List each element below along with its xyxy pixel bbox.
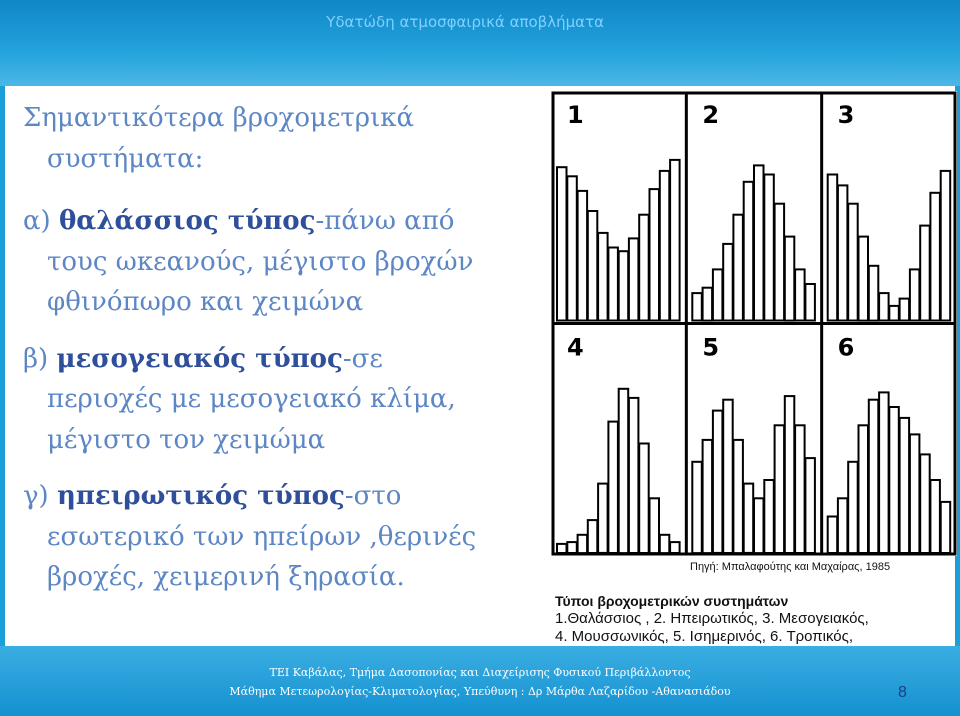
rainfall-bar	[578, 535, 588, 553]
rainfall-bar	[744, 484, 754, 553]
rainfall-bar	[567, 542, 577, 553]
rainfall-bar	[785, 396, 795, 553]
panel-label: 5	[702, 333, 720, 362]
rainfall-bar	[650, 189, 660, 320]
rainfall-bar	[848, 462, 858, 553]
type-c-line-3: βροχές, χειμερινή ξηρασία.	[47, 562, 405, 592]
type-a-prefix: α)	[23, 206, 59, 236]
rainfall-bar	[785, 237, 795, 321]
rainfall-bar	[744, 182, 754, 321]
intro-line-1: Σημαντικότερα βροχομετρικά	[23, 103, 415, 133]
type-a-line-2: τους ωκεανούς, μέγιστο βροχών	[47, 246, 474, 277]
footer-background	[0, 646, 960, 716]
rainfall-bar	[578, 191, 588, 321]
figure-source: Πηγή: Μπαλαφούτης και Μαχαίρας, 1985	[690, 561, 891, 573]
rainfall-bar	[598, 233, 608, 321]
type-a-rest: -πάνω από	[315, 206, 455, 236]
type-c-line-2: εσωτερικό των ηπείρων ,θερινές	[47, 521, 477, 552]
rainfall-bar	[567, 176, 577, 320]
rainfall-bar	[941, 502, 951, 553]
rainfall-bar	[619, 251, 629, 320]
rainfall-bar	[713, 269, 723, 320]
rainfall-bar	[805, 458, 815, 553]
rainfall-bar	[723, 244, 733, 321]
rainfall-bar	[764, 175, 774, 321]
rainfall-bar	[859, 425, 869, 553]
rainfall-bar	[723, 400, 733, 553]
rainfall-bar	[754, 498, 764, 553]
rainfall-bar	[848, 204, 858, 321]
rainfall-bar	[754, 165, 764, 320]
rainfall-bar	[670, 542, 680, 553]
rainfall-bar	[703, 440, 713, 553]
slide-number: 8	[898, 684, 907, 701]
rainfall-bar	[733, 215, 743, 321]
rainfall-bar	[930, 193, 940, 321]
rainfall-bar	[930, 480, 940, 553]
panel-label: 2	[702, 101, 720, 129]
rainfall-bar	[795, 425, 805, 553]
rainfall-bar	[629, 238, 639, 320]
rainfall-bar	[588, 520, 598, 553]
type-a-line-3: φθινόπωρο και χειμώνα	[47, 287, 364, 317]
figure-caption	[555, 592, 955, 646]
type-a-paragraph	[23, 201, 543, 323]
rainfall-bar	[650, 498, 660, 553]
rainfall-bar	[713, 411, 723, 553]
type-b-rest: -σε	[342, 343, 383, 374]
type-b-line-3: μέγιστο τον χειμώμα	[47, 424, 326, 455]
rainfall-bar	[692, 293, 702, 320]
type-c-keyword: ηπειρωτικός τύπος	[56, 481, 345, 511]
rainfall-bar	[733, 440, 743, 553]
type-c-rest: -στο	[344, 481, 402, 511]
panel-label: 3	[837, 101, 855, 129]
rainfall-bar	[828, 175, 838, 321]
caption-line-2: 4. Μουσσωνικός, 5. Ισημερινός, 6. Τροπικός,	[555, 628, 854, 645]
rainfall-bar	[557, 167, 567, 320]
rainfall-bar	[838, 185, 848, 320]
panel-label: 1	[567, 101, 584, 129]
rainfall-bar	[869, 400, 879, 553]
rainfall-bar	[660, 171, 670, 321]
rainfall-bar	[692, 462, 702, 553]
rainfall-bar	[910, 434, 920, 553]
rainfall-bar	[775, 204, 785, 321]
rainfall-bar	[889, 306, 899, 321]
type-b-paragraph	[23, 339, 543, 461]
rainfall-bar	[598, 484, 608, 553]
rainfall-bar	[838, 498, 848, 553]
type-c-paragraph	[23, 476, 543, 598]
rainfall-bar	[900, 299, 910, 321]
caption-title: Τύποι βροχομετρικών συστημάτων	[555, 593, 789, 609]
rainfall-bar	[608, 248, 618, 321]
rainfall-bar	[869, 266, 879, 321]
type-b-prefix: β)	[23, 343, 57, 374]
rainfall-bar	[859, 237, 869, 321]
rainfall-bar	[795, 269, 805, 320]
header-title: Υδατώδη ατμοσφαιρικά αποβλήματα	[326, 13, 604, 31]
intro-text	[23, 98, 543, 179]
footer-institution: ΤΕΙ Καβάλας, Τμήμα Δασοπονίας και Διαχείρισης Φυσικού Περιβάλλοντος	[269, 666, 691, 679]
rainfall-bar	[879, 392, 889, 553]
rainfall-bar	[828, 517, 838, 554]
rainfall-bar	[660, 535, 670, 553]
rainfall-bar	[670, 160, 680, 321]
panel-label: 6	[837, 333, 855, 362]
footer-course: Μάθημα Μετεωρολογίας-Κλιματολογίας, Υπεύθυνη : Δρ Μάρθα Λαζαρίδου -Αθανασιάδου	[229, 685, 731, 698]
main-text	[23, 98, 543, 598]
rainfall-bar	[588, 211, 598, 321]
panel-label: 4	[567, 333, 584, 362]
rainfall-bar	[703, 288, 713, 321]
caption-line-1: 1.Θαλάσσιος , 2. Ηπειρωτικός, 3. Μεσογειακός,	[555, 610, 869, 627]
rainfall-bar	[910, 269, 920, 320]
type-c-prefix: γ)	[23, 481, 57, 511]
rainfall-bar	[941, 171, 951, 321]
rainfall-bar	[920, 454, 930, 553]
rainfall-bar	[639, 444, 649, 554]
rainfall-regime-figure	[551, 91, 957, 556]
rainfall-bar	[889, 407, 899, 553]
rainfall-bar	[639, 215, 649, 321]
rainfall-bar	[629, 398, 639, 553]
rainfall-regime-panels	[551, 91, 957, 556]
rainfall-bar	[608, 422, 618, 553]
type-b-line-2: περιοχές με μεσογειακό κλίμα,	[47, 384, 456, 414]
rainfall-bar	[775, 425, 785, 553]
type-a-keyword: θαλάσσιος τύπος	[58, 206, 316, 236]
rainfall-bar	[900, 418, 910, 553]
type-b-keyword: μεσογειακός τύπος	[56, 343, 343, 374]
rainfall-bar	[920, 226, 930, 321]
rainfall-bar	[879, 293, 889, 320]
intro-line-2: συστήματα:	[47, 143, 204, 174]
rainfall-bar	[557, 544, 567, 553]
rainfall-bar	[619, 389, 629, 553]
rainfall-bar	[764, 480, 774, 553]
rainfall-bar	[805, 284, 815, 321]
